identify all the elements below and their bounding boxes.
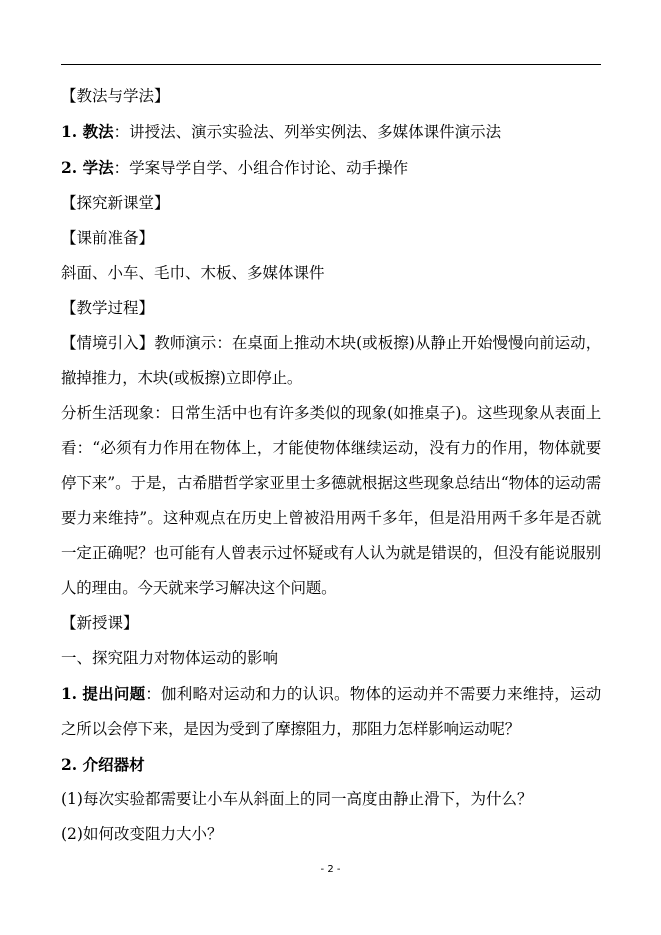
teaching-method-label: 1. 教法: [61, 122, 114, 141]
methods-heading: 【教法与学法】: [61, 87, 170, 105]
learning-method-text: ：学案导学自学、小组合作讨论、动手操作: [113, 159, 409, 177]
page-body: [61, 79, 601, 852]
analysis-paragraph: 分析生活现象：日常生活中也有许多类似的现象(如推桌子)。这些现象从表面上看：“必须有力作用在物体上，才能使物体继续运动，没有力的作用，物体就要停下来”。于是，古希腊哲学家亚里士多德就根据这些现象总结出“物体的运动需要力来维持”。这种观点在历史上曾被沿用两千多年，但是沿用两千多年是否就一定正确呢？也可能有人曾表示过怀疑或有人认为就是错误的，但没有能说服别人的理由。今天就来学习解决这个问题。: [61, 404, 601, 597]
learning-method-label: 2. 学法: [61, 158, 114, 177]
question-paragraph: [61, 676, 601, 747]
process-heading: 【教学过程】: [61, 299, 155, 317]
header-rule: [61, 64, 601, 65]
equipment-heading: 2. 介绍器材: [61, 755, 145, 774]
prep-text: 斜面、小车、毛巾、木板、多媒体课件: [61, 264, 325, 282]
learning-method-line: [61, 150, 601, 186]
intro-paragraph: 【情境引入】教师演示：在桌面上推动木块(或板擦)从静止开始慢慢向前运动，撤掉推力，木块(或板擦)立即停止。: [61, 334, 601, 387]
equipment-question-1: (1)每次实验都需要让小车从斜面上的同一高度由静止滑下，为什么？: [61, 790, 533, 808]
new-lesson-heading: 【新授课】: [61, 614, 139, 632]
prep-heading: 【课前准备】: [61, 229, 155, 247]
question-label: 1. 提出问题: [61, 684, 146, 703]
page-number: - 2 -: [320, 864, 341, 875]
teaching-method-text: ：讲授法、演示实验法、列举实例法、多媒体课件演示法: [113, 123, 502, 141]
explore-heading: 【探究新课堂】: [61, 194, 170, 212]
question-text: ：伽利略对运动和力的认识。物体的运动并不需要力来维持，运动之所以会停下来，是因为受到了摩擦阻力，那阻力怎样影响运动呢？: [61, 685, 602, 738]
equipment-question-2: (2)如何改变阻力大小？: [61, 825, 223, 843]
part-one-title: 一、探究阻力对物体运动的影响: [61, 649, 279, 667]
teaching-method-line: [61, 114, 601, 150]
